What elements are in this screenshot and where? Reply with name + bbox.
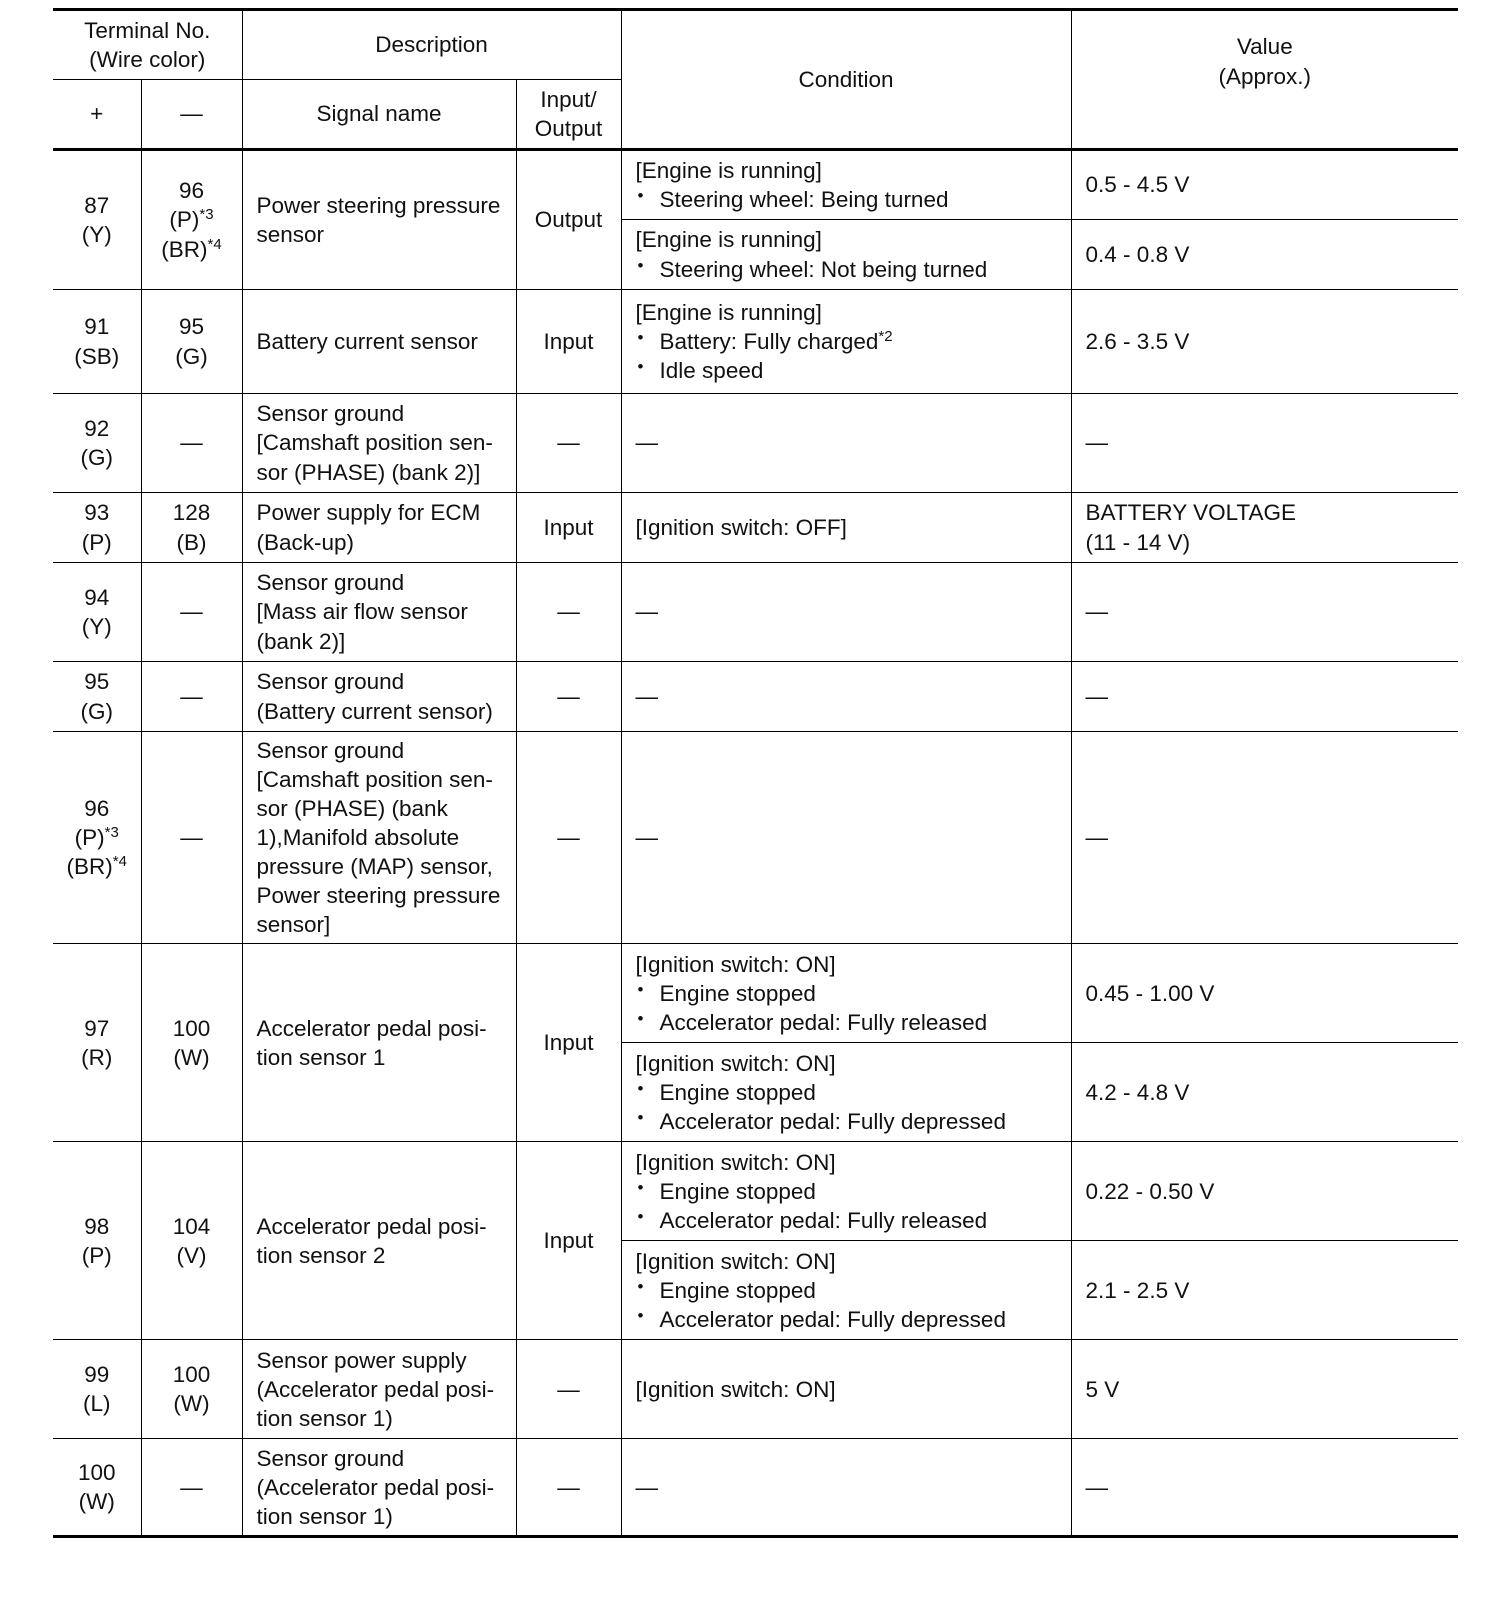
signal-name-cell: Sensor ground [Camshaft position sen- sor (PHASE) (bank 1),Manifold absolute pressure (MAP) sensor, Power steering pressure sensor] (242, 732, 516, 944)
terminal-plus-cell: 95 (G) (53, 662, 141, 732)
condition-cell: — (621, 732, 1071, 944)
input-output-cell: Input (516, 1142, 621, 1340)
terminal-minus-cell: 95 (G) (141, 290, 242, 394)
signal-name-cell: Accelerator pedal posi- tion sensor 1 (242, 944, 516, 1142)
condition-cell: — (621, 662, 1071, 732)
input-output-cell: — (516, 394, 621, 493)
condition-cell: — (621, 1439, 1071, 1537)
signal-name-cell: Battery current sensor (242, 290, 516, 394)
terminal-minus-cell: — (141, 1439, 242, 1537)
condition-cell: [Ignition switch: ON] • Engine stopped • Accelerator pedal: Fully depressed (621, 1241, 1071, 1340)
table-row (53, 1340, 1458, 1439)
value-cell: — (1071, 394, 1458, 493)
value-cell: 0.22 - 0.50 V (1071, 1142, 1458, 1241)
signal-name-cell: Sensor ground [Mass air flow sensor (bank 2)] (242, 563, 516, 662)
input-output-cell: Input (516, 944, 621, 1142)
terminal-plus-cell: 96 $(P)^{*3}$ (BR)$^{*4}$ (53, 732, 141, 944)
terminal-minus-cell: 100 (W) (141, 1340, 242, 1439)
signal-name-cell: Power steering pressure sensor (242, 150, 516, 290)
input-output-cell: — (516, 732, 621, 944)
table-row (53, 290, 1458, 394)
condition-cell: [Ignition switch: ON] (621, 1340, 1071, 1439)
terminal-plus-cell: 87 (Y) (53, 150, 141, 290)
input-output-cell: — (516, 662, 621, 732)
table-header (53, 10, 1458, 150)
value-cell: 0.4 - 0.8 V (1071, 220, 1458, 290)
terminal-plus-cell: 100 (W) (53, 1439, 141, 1537)
value-cell: — (1071, 732, 1458, 944)
value-cell: 0.45 - 1.00 V (1071, 944, 1458, 1043)
input-output-cell: Input (516, 290, 621, 394)
condition-cell: — (621, 394, 1071, 493)
terminal-plus-cell: 93 (P) (53, 493, 141, 563)
terminal-minus-cell: 128 (B) (141, 493, 242, 563)
value-cell: 4.2 - 4.8 V (1071, 1043, 1458, 1142)
signal-name-cell: Sensor power supply (Accelerator pedal posi- tion sensor 1) (242, 1340, 516, 1439)
terminal-minus-cell: 100 (W) (141, 944, 242, 1142)
terminal-plus-cell: 97 (R) (53, 944, 141, 1142)
terminal-minus-cell: — (141, 732, 242, 944)
signal-name-cell: Accelerator pedal posi- tion sensor 2 (242, 1142, 516, 1340)
terminal-plus-cell: 92 (G) (53, 394, 141, 493)
condition-cell: [Ignition switch: OFF] (621, 493, 1071, 563)
header-terminal-no: Terminal No. (Wire color) (53, 10, 242, 80)
terminal-table-container (53, 8, 1458, 1538)
input-output-cell: — (516, 1439, 621, 1537)
signal-name-cell: Power supply for ECM (Back-up) (242, 493, 516, 563)
terminal-minus-cell: 104 (V) (141, 1142, 242, 1340)
value-cell: 2.1 - 2.5 V (1071, 1241, 1458, 1340)
table-row (53, 944, 1458, 1043)
input-output-cell: — (516, 1340, 621, 1439)
condition-cell: — (621, 563, 1071, 662)
condition-cell: [Engine is running] • Battery: Fully charged$^{*2}$ • Idle speed (621, 290, 1071, 394)
condition-cell: [Ignition switch: ON] • Engine stopped • Accelerator pedal: Fully released (621, 1142, 1071, 1241)
terminal-plus-cell: 94 (Y) (53, 563, 141, 662)
table-row (53, 150, 1458, 220)
input-output-cell: Input (516, 493, 621, 563)
header-signal-name: Signal name (242, 80, 516, 150)
signal-name-cell: Sensor ground [Camshaft position sen- sor (PHASE) (bank 2)] (242, 394, 516, 493)
table-row (53, 732, 1458, 944)
input-output-cell: — (516, 563, 621, 662)
terminal-minus-cell: — (141, 662, 242, 732)
signal-name-cell: Sensor ground (Accelerator pedal posi- tion sensor 1) (242, 1439, 516, 1537)
condition-cell: [Engine is running] • Steering wheel: Being turned (621, 150, 1071, 220)
table-row (53, 493, 1458, 563)
value-cell: BATTERY VOLTAGE (11 - 14 V) (1071, 493, 1458, 563)
header-minus: — (141, 80, 242, 150)
condition-cell: [Engine is running] • Steering wheel: Not being turned (621, 220, 1071, 290)
terminal-plus-cell: 91 (SB) (53, 290, 141, 394)
value-cell: — (1071, 662, 1458, 732)
input-output-cell: Output (516, 150, 621, 290)
table-row (53, 662, 1458, 732)
header-description: Description (242, 10, 621, 80)
value-cell: 5 V (1071, 1340, 1458, 1439)
condition-cell: [Ignition switch: ON] • Engine stopped • Accelerator pedal: Fully released (621, 944, 1071, 1043)
table-row (53, 1142, 1458, 1241)
header-plus: + (53, 80, 141, 150)
terminal-plus-cell: 99 (L) (53, 1340, 141, 1439)
value-cell: 2.6 - 3.5 V (1071, 290, 1458, 394)
header-value: Value (Approx.) (1071, 10, 1458, 150)
condition-cell: [Ignition switch: ON] • Engine stopped • Accelerator pedal: Fully depressed (621, 1043, 1071, 1142)
value-cell: — (1071, 563, 1458, 662)
value-cell: — (1071, 1439, 1458, 1537)
header-input-output: Input/ Output (516, 80, 621, 150)
table-row (53, 563, 1458, 662)
terminal-minus-cell: — (141, 394, 242, 493)
table-row (53, 1439, 1458, 1537)
value-cell: 0.5 - 4.5 V (1071, 150, 1458, 220)
terminal-plus-cell: 98 (P) (53, 1142, 141, 1340)
terminal-minus-cell: 96 $(P)^{*3}$ (BR)$^{*4}$ (141, 150, 242, 290)
signal-name-cell: Sensor ground (Battery current sensor) (242, 662, 516, 732)
table-row (53, 394, 1458, 493)
terminal-minus-cell: — (141, 563, 242, 662)
ecm-terminal-table (53, 8, 1458, 1538)
header-condition: Condition (621, 10, 1071, 150)
